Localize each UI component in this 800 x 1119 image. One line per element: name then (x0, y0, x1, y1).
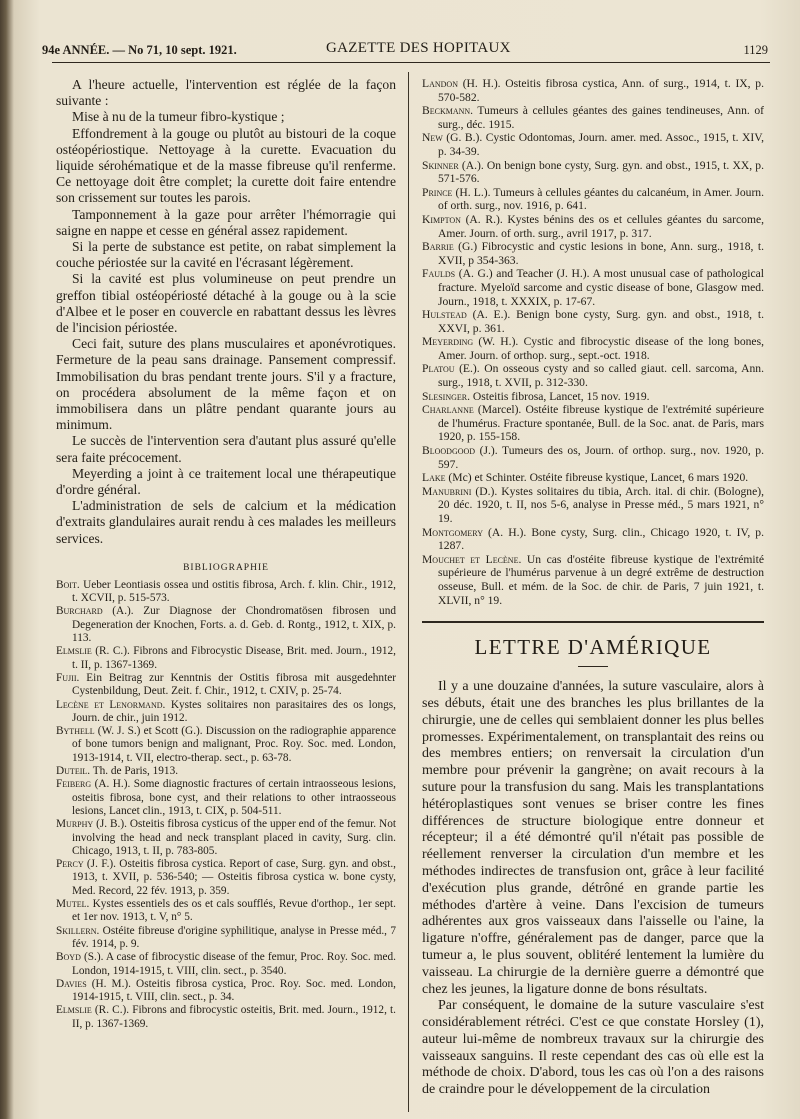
body-paragraph: Ceci fait, suture des plans musculaires et aponévrotiques. Fermeture de la peau sans drainage. Pansement compressif. Immobilisation du bras pendant trente jours. S'il y a fracture, on procédera absolument de la même façon et on immobilisera dans un plâtre pendant quarante jours au minimum. (56, 336, 396, 433)
reference-text: Ein Beitrag zur Kenntnis der Ostitis fibrosa mit ausgedehnter Cystenbildung, Deut. Zeit. f. Chir., 1912, t. CXIV, p. 25-74. (72, 671, 396, 698)
reference-entry (422, 390, 764, 404)
reference-author: Meyerding (422, 335, 474, 349)
reference-author: Burchard (56, 605, 103, 618)
reference-entry (422, 471, 764, 485)
reference-text: Ostéite fibreuse d'origine syphilitique, analyse in Presse méd., 7 fév. 1914, p. 9. (72, 924, 396, 950)
reference-entry (422, 553, 764, 607)
reference-text: (R. C.). Fibrons and Fibrocystic Disease, Brit. med. Journ., 1912, t. II, p. 1367-1369. (72, 645, 396, 671)
reference-author: Slesinger. (422, 389, 471, 403)
reference-author: Elmslie (56, 645, 92, 658)
header-rule (52, 62, 770, 63)
reference-author: Boyd (56, 951, 81, 964)
reference-entry (56, 1004, 396, 1031)
body-paragraph: Tamponnement à la gaze pour arrêter l'hémorragie qui saigne en nappe et cesse en général assez rapidement. (56, 206, 396, 238)
reference-author: Feiberg (56, 778, 92, 791)
reference-text: Ueber Leontiasis ossea und ostitis fibrosa, Arch. f. klin. Chir., 1912, t. XCVII, p. 515-573. (72, 578, 396, 605)
reference-text: (A. H.). Bone cysty, Surg. clin., Chicago 1920, t. IV, p. 1287. (438, 525, 764, 553)
body-paragraph: A l'heure actuelle, l'intervention est réglée de la façon suivante : (56, 77, 396, 109)
reference-entry (422, 403, 764, 444)
reference-text: (J. B.). Osteitis fibrosa cysticus of the upper end of the femur. Not involving the head and neck transplant placed in cavity, Surg. clin. Chicago, 1913, t. II, p. 783-805. (72, 818, 396, 857)
reference-text: (J. F.). Osteitis fibrosa cystica. Report of case, Surg. gyn. and obst., 1913, t. XVII, p. 536-540; — Osteitis fibrosa cystica w. bone cysty, Med. Record, 22 fév. 1913, p. 359. (72, 858, 396, 897)
reference-text: (A. R.). Kystes bénins des os et cellules géantes du sarcome, Amer. Journ. of orth. surg., avril 1917, p. 317. (438, 212, 764, 240)
reference-entry (56, 925, 396, 952)
reference-text: (J.). Tumeurs des os, Journ. of orthop. surg., nov. 1920, p. 597. (438, 444, 764, 471)
reference-text: Kystes solitaires non parasitaires des os longs, Journ. de chir., juin 1912. (72, 698, 396, 724)
reference-text: (E.). On osseous cysty and so called giaut. cell. sarcoma, Ann. surg., 1918, t. XVII, p. 312-330. (438, 362, 764, 390)
reference-author: Murphy (56, 818, 94, 831)
reference-text: Kystes essentiels des os et cals soufflés, Revue d'orthop., 1er sept. et 1er nov. 1913, t. V, n° 5. (72, 898, 396, 924)
reference-author: Charlanne (422, 403, 474, 417)
reference-author: New (422, 131, 443, 145)
body-paragraph: Meyerding a joint à ce traitement local une thérapeutique d'ordre général. (56, 465, 396, 498)
reference-entry (56, 978, 396, 1005)
reference-entry (422, 213, 764, 240)
reference-text: (Marcel). Ostéite fibreuse kystique de l'extrémité supérieure de l'humérus. Fracture spontanée, Bull. de la Soc. anat. de Paris, mars 1920, p. 155-158. (438, 403, 764, 444)
reference-author: Mouchet et Lecène. (422, 552, 522, 566)
reference-author: Fujii. (56, 671, 80, 684)
reference-entry (422, 444, 764, 471)
reference-entry (56, 605, 396, 645)
section-title: LETTRE D'AMÉRIQUE (474, 635, 712, 660)
right-column (422, 77, 764, 1099)
reference-author: Hulstead (422, 308, 467, 322)
reference-author: Davies (56, 977, 87, 990)
reference-entry (422, 335, 764, 362)
reference-author: Boit. (56, 578, 80, 591)
reference-author: Beckmann. (422, 104, 474, 118)
reference-text: (D.). Kystes solitaires du tibia, Arch. ital. di chir. (Bologne), 20 déc. 1920, t. II, nos 5-6, analyse in Presse méd., 5 mars 1921, n° 19. (438, 484, 764, 525)
reference-text: (A.). Zur Diagnose der Chondromatösen fibrosen und Degeneration der Knochen, Forts. a. d. Geb. d. Rontg., 1912, t. XIX, p. 113. (72, 605, 396, 645)
reference-entry (422, 77, 764, 104)
reference-author: Prince (422, 185, 453, 199)
reference-text: (H. L.). Tumeurs à cellules géantes du calcanéum, in Amer. Journ. of orth. surg., nov. 1916, p. 641. (438, 185, 764, 213)
reference-entry (56, 725, 396, 765)
reference-entry (56, 579, 396, 606)
reference-text: (Mc) et Schinter. Ostéite fibreuse kystique, Lancet, 6 mars 1920. (445, 471, 749, 485)
reference-author: Percy (56, 858, 84, 871)
title-underline (578, 666, 608, 667)
reference-text: Osteitis fibrosa, Lancet, 15 nov. 1919. (470, 389, 650, 403)
column-divider (408, 72, 409, 1112)
reference-text: Tumeurs à cellules géantes des gaines tendineuses, Ann. of surg., déc. 1915. (438, 104, 764, 131)
page-number: 1129 (743, 43, 768, 57)
reference-text: (S.). A case of fibrocystic disease of the femur, Proc. Roy. Soc. med. London, 1914-1915, t. VIII, clin. sect., p. 3540. (72, 951, 396, 977)
reference-entry (422, 186, 764, 213)
reference-author: Platou (422, 362, 455, 376)
body-paragraph: Si la cavité est plus volumineuse on peut prendre un greffon tibial ostéopériosté détaché à la gouge ou à la scie d'Albee et le poser en couvercle en rabattant dessus les lèvres de l'incision périostée. (56, 271, 396, 336)
reference-entry (422, 526, 764, 553)
body-paragraph: Mise à nu de la tumeur fibro-kystique ; (72, 109, 285, 125)
reference-author: Faulds (422, 267, 456, 281)
reference-author: Bloodgood (422, 444, 476, 458)
reference-text: Th. de Paris, 1913. (90, 765, 179, 778)
reference-entry (422, 104, 764, 131)
reference-author: Skillern. (56, 924, 100, 937)
reference-text: (A. E.). Benign bone cysty, Surg. gyn. and obst., 1918, t. XXVI, p. 361. (438, 308, 764, 335)
body-paragraph: Par conséquent, le domaine de la suture vasculaire s'est considérablement rétréci. C'est ce que constate Horsley (1), auteur lui-même de nombreux travaux sur la chirurgie des vaisseaux sanguins. Il reste cependant des cas où elle est la méthode de choix. D'abord, tous les cas où l'on a des raisons de craindre pour le développement de la circulation (422, 998, 764, 1098)
running-header (42, 40, 768, 60)
reference-entry (56, 645, 396, 672)
reference-author: Kimpton (422, 212, 461, 226)
reference-entry (56, 818, 396, 858)
reference-text: (G.) Fibrocystic and cystic lesions in bone, Ann. surg., 1918, t. XVII, p 354-363. (438, 240, 764, 267)
reference-text: (R. C.). Fibrons and fibrocystic osteitis, Brit. med. Journ., 1912, t. II, p. 1367-1369. (72, 1004, 396, 1030)
reference-entry (56, 765, 396, 778)
reference-author: Duteil. (56, 765, 91, 778)
reference-entry (56, 778, 396, 818)
body-paragraph: Il y a une douzaine d'années, la suture vasculaire, alors à ses débuts, était une des branches les plus brillantes de la chirurgie, une de celles qui semblaient donner les plus belles promesses. Expérimentalement, on transplantait des reins ou des membres entiers; on renversait la circulation d'un membre pour prévenir la gangrène; on avait recours à la suture pour la transfusion du sang. Mais les transplantations hétéroplastiques sont venues se briser contre les fines différences de structure biologique entre donneur et récepteur; il a été démontré qu'il n'était pas possible de réellement renverser la circulation d'un membre et les méthodes indirectes de transfusion ont, grâce à leur facilité d'exécution plus grande, détrôné en grande partie les méthodes d'artère à veine. Dans l'excision de tumeurs adhérentes aux gros vaisseaux dans l'aisselle ou l'aine, la ligature n'offre, généralement pas de danger, parce que la tumeur a, le plus souvent, oblitéré lentement la lumière du vaisseau. La chirurgie de la dernière guerre a démontré que chez les jeunes, la ligature donne de bons résultats. (422, 679, 764, 997)
issue-info: 94e ANNÉE. — No 71, 10 sept. 1921. (42, 43, 237, 57)
reference-entry (422, 308, 764, 335)
reference-author: Manubrini (422, 484, 472, 498)
reference-entry (422, 267, 764, 308)
reference-text: (G. B.). Cystic Odontomas, Journ. amer. med. Assoc., 1915, t. XIV, p. 34-39. (438, 131, 764, 158)
reference-text: (A. G.) and Teacher (J. H.). A most unusual case of pathological fracture. Myeloïd sarcome and cystic disease of bone, Glasgow med. Journ., 1918, t. XXXIX, p. 17-67. (438, 267, 764, 308)
reference-author: Mutel. (56, 898, 90, 911)
reference-text: (H. H.). Osteitis fibrosa cystica, Ann. of surg., 1914, t. IX, p. 570-582. (438, 77, 764, 104)
reference-text: (W. J. S.) et Scott (G.). Discussion on the radiographie apparence of bone tumors benign and malignant, Proc. Roy. Soc. med. London, 1913-1914, t. VII, electro-therap. sect., p. 63-78. (72, 725, 396, 764)
reference-author: Barrie (422, 240, 454, 254)
reference-entry (56, 898, 396, 925)
reference-author: Lecène et Lenormand. (56, 698, 166, 711)
bibliography-heading: BIBLIOGRAPHIE (183, 562, 269, 573)
section-rule (422, 621, 764, 623)
reference-entry (422, 159, 764, 186)
reference-entry (56, 858, 396, 898)
body-paragraph: Si la perte de substance est petite, on rabat simplement la couche périostée sur la cavité en l'écrasant légèrement. (56, 239, 396, 271)
reference-text: (A.). On benign bone cysty, Surg. gyn. and obst., 1915, t. XX, p. 571-576. (438, 158, 764, 186)
reference-entry (56, 672, 396, 699)
body-paragraph: L'administration de sels de calcium et la médication d'extraits glandulaires aurait rendu à ces malades les meilleurs services. (56, 498, 396, 546)
body-paragraph: Le succès de l'intervention sera d'autant plus assuré qu'elle sera faite précocement. (56, 433, 396, 465)
reference-text: (W. H.). Cystic and fibrocystic disease of the long bones, Amer. Journ. of orthop. surg., sept.-oct. 1918. (438, 335, 764, 362)
left-column (56, 77, 396, 1031)
reference-entry (422, 485, 764, 526)
reference-text: Un cas d'ostéite fibreuse kystique de l'extrémité supérieure de l'humérus parvenue à un degré extrême de destruction osseuse, Bull. et mém. de la Soc. de chir. de Paris, 7 juin 1921, t. XLVII, n° 19. (438, 552, 764, 607)
reference-author: Skinner (422, 158, 459, 172)
journal-title: GAZETTE DES HOPITAUX (326, 40, 511, 56)
reference-author: Lake (422, 471, 446, 485)
reference-entry (56, 699, 396, 726)
body-paragraph: Effondrement à la gouge ou plutôt au bistouri de la coque ostéopériostique. Nettoyage à la curette. Evacuation du liquide sérohématique et de la masse fibreuse qu'il renferme. Ce nettoyage doit être complet; la curette doit faire entendre son crissement sur toutes les parois. (56, 125, 396, 206)
reference-entry (422, 362, 764, 389)
reference-text: (A. H.). Some diagnostic fractures of certain intraosseous lesions, osteitis fibrosa, bone cyst, and their relations to other intraosseous lesions, Lancet clin., 1913, t. CIX, p. 504-511. (72, 778, 396, 817)
reference-entry (422, 240, 764, 267)
reference-entry (56, 951, 396, 978)
reference-author: Landon (422, 77, 458, 90)
reference-author: Montgomery (422, 525, 483, 539)
bibliography-list-right (422, 77, 764, 607)
reference-entry (422, 131, 764, 158)
reference-text: (H. M.). Osteitis fibrosa cystica, Proc. Roy. Soc. med. London, 1914-1915, t. VIII, clin. sect., p. 34. (72, 977, 396, 1004)
bibliography-list-left (56, 579, 396, 1031)
reference-author: Elmslie (56, 1004, 92, 1017)
reference-author: Bythell (56, 725, 95, 738)
